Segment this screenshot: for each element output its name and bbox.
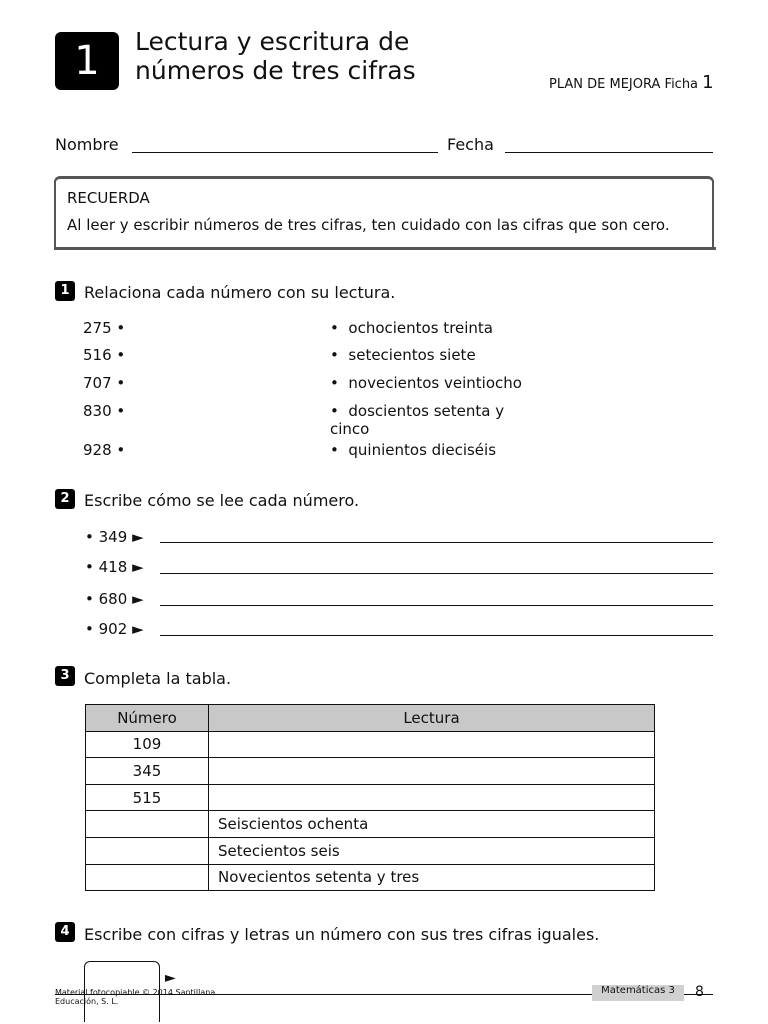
table-row <box>86 731 655 758</box>
ex2-answer-line[interactable] <box>160 605 713 606</box>
ex1-number-item[interactable] <box>83 441 125 459</box>
table-row <box>86 837 655 864</box>
ex1-number-item[interactable] <box>83 402 125 420</box>
ex1-number-dot: • <box>116 402 126 420</box>
ex1-word: quinientos dieciséis <box>348 441 497 459</box>
exercise-3-badge: 3 <box>55 666 75 686</box>
ex1-word-item[interactable] <box>330 374 530 392</box>
ex1-word: doscientos setenta y cinco <box>330 402 505 438</box>
ex1-number-dot: • <box>116 374 126 392</box>
table-header-numero: Número <box>86 705 209 732</box>
table-cell-numero[interactable]: 515 <box>86 784 209 811</box>
ex2-bullet: • <box>85 558 94 576</box>
table-row <box>86 784 655 811</box>
table-row <box>86 758 655 785</box>
recuerda-title: RECUERDA <box>67 189 150 207</box>
exercise-2-instruction: Escribe cómo se lee cada número. <box>84 491 360 510</box>
ex1-number: 928 <box>83 441 112 459</box>
page-title: Lectura y escritura de números de tres cifras <box>135 27 416 85</box>
table-header-row <box>86 705 655 732</box>
table-cell-lectura[interactable] <box>209 731 655 758</box>
exercise-1-instruction: Relaciona cada número con su lectura. <box>84 283 396 302</box>
ficha-number: 1 <box>702 72 714 93</box>
exercise-2-badge: 2 <box>55 489 75 509</box>
nombre-field[interactable] <box>132 152 438 153</box>
table-header-lectura: Lectura <box>209 705 655 732</box>
ex2-number: 680 <box>98 590 128 608</box>
arrow-right-icon: ► <box>165 970 176 986</box>
ex2-answer-line[interactable] <box>160 542 713 543</box>
ex1-word-dot: • <box>330 402 339 420</box>
ex2-item <box>85 528 144 546</box>
ex1-word-dot: • <box>330 374 339 392</box>
exercise-4-instruction: Escribe con cifras y letras un número con sus tres cifras iguales. <box>84 925 600 944</box>
page-number: 8 <box>695 984 704 1000</box>
ex2-bullet: • <box>85 620 94 638</box>
table-cell-lectura[interactable]: Seiscientos ochenta <box>209 811 655 838</box>
recuerda-text: Al leer y escribir números de tres cifras, ten cuidado con las cifras que son cero. <box>67 216 670 234</box>
plan-mejora-text: PLAN DE MEJORA <box>549 77 661 92</box>
ex2-bullet: • <box>85 590 94 608</box>
ex2-number: 349 <box>98 528 128 546</box>
table-cell-lectura[interactable]: Setecientos seis <box>209 837 655 864</box>
ex1-number-dot: • <box>116 346 126 364</box>
ex1-number-item[interactable] <box>83 346 125 364</box>
plan-label <box>549 72 714 93</box>
table-cell-numero[interactable]: 345 <box>86 758 209 785</box>
table-cell-numero[interactable] <box>86 864 209 891</box>
arrow-right-icon: ► <box>132 558 144 576</box>
ex2-answer-line[interactable] <box>160 635 713 636</box>
ex1-number-dot: • <box>116 441 126 459</box>
ex1-word-item[interactable] <box>330 402 530 438</box>
ex1-word-dot: • <box>330 441 339 459</box>
ex2-number: 418 <box>98 558 128 576</box>
table-cell-numero[interactable] <box>86 811 209 838</box>
ex1-word: ochocientos treinta <box>348 319 494 337</box>
exercise-1-badge: 1 <box>55 281 75 301</box>
ex2-answer-line[interactable] <box>160 573 713 574</box>
ex1-word: novecientos veintiocho <box>348 374 522 392</box>
table-cell-numero[interactable] <box>86 837 209 864</box>
exercise-3-instruction: Completa la tabla. <box>84 669 232 688</box>
ex2-item <box>85 558 144 576</box>
ex1-number-item[interactable] <box>83 374 125 392</box>
unit-number-badge: 1 <box>55 32 119 90</box>
footer-copyright: Material fotocopiable © 2014 Santillana Educación, S. L. <box>55 988 216 1006</box>
ex2-number: 902 <box>98 620 128 638</box>
table-row <box>86 811 655 838</box>
nombre-label: Nombre <box>55 135 119 154</box>
table-cell-lectura[interactable]: Novecientos setenta y tres <box>209 864 655 891</box>
ex1-number: 830 <box>83 402 112 420</box>
table-cell-lectura[interactable] <box>209 758 655 785</box>
ex1-word-dot: • <box>330 346 339 364</box>
ex1-word-item[interactable] <box>330 441 530 459</box>
ex1-number: 707 <box>83 374 112 392</box>
ex2-bullet: • <box>85 528 94 546</box>
table-row <box>86 864 655 891</box>
arrow-right-icon: ► <box>132 528 144 546</box>
arrow-right-icon: ► <box>132 620 144 638</box>
ex1-word-item[interactable] <box>330 319 530 337</box>
ex1-number-item[interactable] <box>83 319 125 337</box>
ex1-number: 516 <box>83 346 112 364</box>
fecha-field[interactable] <box>505 152 713 153</box>
footer-subject-badge: Matemáticas 3 <box>592 985 684 1001</box>
ficha-text: Ficha <box>664 77 699 92</box>
ex2-item <box>85 590 144 608</box>
completion-table <box>85 704 655 891</box>
ex1-word-item[interactable] <box>330 346 530 364</box>
ex1-word-dot: • <box>330 319 339 337</box>
ex1-number-dot: • <box>116 319 126 337</box>
ex2-item <box>85 620 144 638</box>
ex1-word: setecientos siete <box>348 346 476 364</box>
table-cell-numero[interactable]: 109 <box>86 731 209 758</box>
table-cell-lectura[interactable] <box>209 784 655 811</box>
ex1-number: 275 <box>83 319 112 337</box>
arrow-right-icon: ► <box>132 590 144 608</box>
fecha-label: Fecha <box>447 135 494 154</box>
exercise-4-badge: 4 <box>55 922 75 942</box>
